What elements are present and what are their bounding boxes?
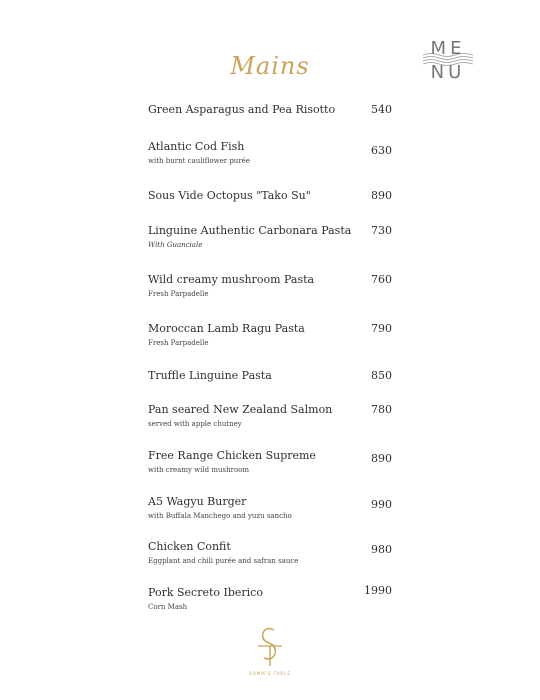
- item-price: 890: [371, 452, 392, 465]
- item-name: Green Asparagus and Pea Risotto: [148, 103, 336, 116]
- item-price: 990: [371, 498, 392, 511]
- item-description: with creamy wild mushroom: [148, 466, 250, 474]
- section-title: Mains: [230, 52, 310, 80]
- footer-brand: SOMM'S TABLE: [249, 671, 291, 676]
- item-description: with Buffala Manchego and yuzu sancho: [148, 512, 292, 520]
- item-description: served with apple chutney: [148, 420, 242, 428]
- item-name: Wild creamy mushroom Pasta: [148, 273, 315, 286]
- item-price: 980: [371, 543, 392, 556]
- item-name: Pan seared New Zealand Salmon: [148, 403, 333, 416]
- item-name: Moroccan Lamb Ragu Pasta: [148, 322, 305, 335]
- item-price: 850: [371, 369, 392, 382]
- item-name: Free Range Chicken Supreme: [148, 449, 316, 462]
- item-price: 780: [371, 403, 392, 416]
- item-description: Fresh Parpadelle: [148, 339, 209, 347]
- monogram-icon: [244, 624, 296, 670]
- item-name: Linguine Authentic Carbonara Pasta: [148, 224, 352, 237]
- item-description: Corn Mash: [148, 603, 188, 611]
- item-price: 730: [371, 224, 392, 237]
- item-name: Truffle Linguine Pasta: [148, 369, 272, 382]
- footer-logo: [244, 624, 296, 678]
- item-price: 890: [371, 189, 392, 202]
- item-name: Pork Secreto Iberico: [148, 586, 263, 599]
- item-price: 540: [371, 103, 392, 116]
- item-price: 790: [371, 322, 392, 335]
- item-price: 1990: [364, 584, 392, 597]
- item-name: Atlantic Cod Fish: [148, 140, 245, 153]
- menu-logo-bottom: NU: [430, 62, 466, 83]
- item-description: with burnt cauliflower purée: [148, 157, 250, 165]
- item-name: A5 Wagyu Burger: [148, 495, 247, 508]
- item-description: With Guanciale: [148, 241, 203, 249]
- item-price: 630: [371, 144, 392, 157]
- item-price: 760: [371, 273, 392, 286]
- item-name: Chicken Confit: [148, 540, 231, 553]
- item-description: Eggplant and chili purée and safran sauce: [148, 557, 299, 565]
- item-description: Fresh Parpadelle: [148, 290, 209, 298]
- menu-logo-top: ME: [430, 38, 466, 59]
- menu-logo: [421, 37, 475, 87]
- item-name: Sous Vide Octopus "Tako Su": [148, 189, 311, 202]
